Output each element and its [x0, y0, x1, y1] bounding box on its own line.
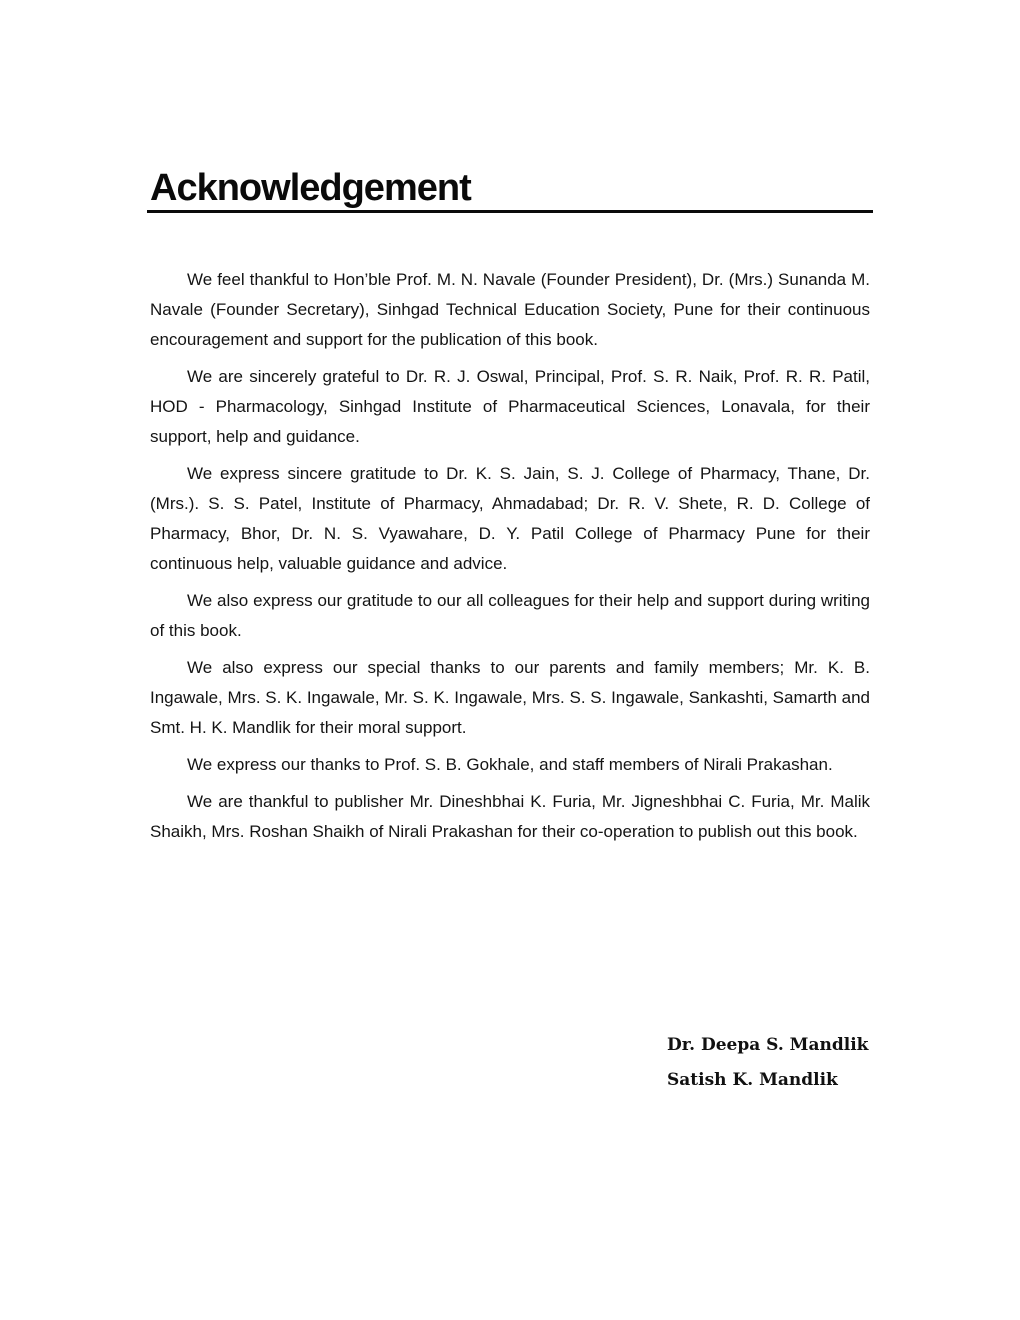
document-page — [150, 160, 871, 841]
signatory-name: Satish K. Mandlik — [667, 1070, 838, 1090]
paragraph: We express our thanks to Prof. S. B. Gokhale, and staff members of Nirali Prakashan. — [187, 755, 833, 774]
paragraph: We also express our special thanks to our parents and family members; Mr. K. B. Ingawale, Mrs. S. K. Ingawale, Mr. S. K. Ingawale, Mrs. S. S. Ingawale, Sankashti, Samarth and Smt. H. K. Mandlik for their moral support. — [150, 658, 871, 737]
paragraph: We are sincerely grateful to Dr. R. J. Oswal, Principal, Prof. S. R. Naik, Prof. R. R. Patil, HOD - Pharmacology, Sinhgad Institute of Pharmaceutical Sciences, Lonavala, for their support, help and guidance. — [150, 367, 870, 446]
page-title: Acknowledgement — [150, 167, 471, 209]
paragraph: We feel thankful to Hon’ble Prof. M. N. Navale (Founder President), Dr. (Mrs.) Sunanda M. Navale (Founder Secretary), Sinhgad Technical Education Society, Pune for their continuous encouragement and support for the publication of this book. — [150, 270, 870, 349]
signatory-name: Dr. Deepa S. Mandlik — [667, 1035, 869, 1055]
paragraph: We also express our gratitude to our all colleagues for their help and support during writing of this book. — [150, 591, 870, 640]
signature-block — [667, 1028, 927, 1098]
title-underline — [147, 210, 873, 213]
acknowledgement-body — [150, 265, 870, 854]
paragraph: We express sincere gratitude to Dr. K. S. Jain, S. J. College of Pharmacy, Thane, Dr. (Mrs.). S. S. Patel, Institute of Pharmacy, Ahmadabad; Dr. R. V. Shete, R. D. College of Pharmacy, Bhor, Dr. N. S. Vyawahare, D. Y. Patil College of Pharmacy Pune for their continuous help, valuable guidance and advice. — [150, 464, 870, 573]
paragraph: We are thankful to publisher Mr. Dineshbhai K. Furia, Mr. Jigneshbhai C. Furia, Mr. Malik Shaikh, Mrs. Roshan Shaikh of Nirali Prakashan for their co-operation to publish out this book. — [150, 792, 870, 841]
